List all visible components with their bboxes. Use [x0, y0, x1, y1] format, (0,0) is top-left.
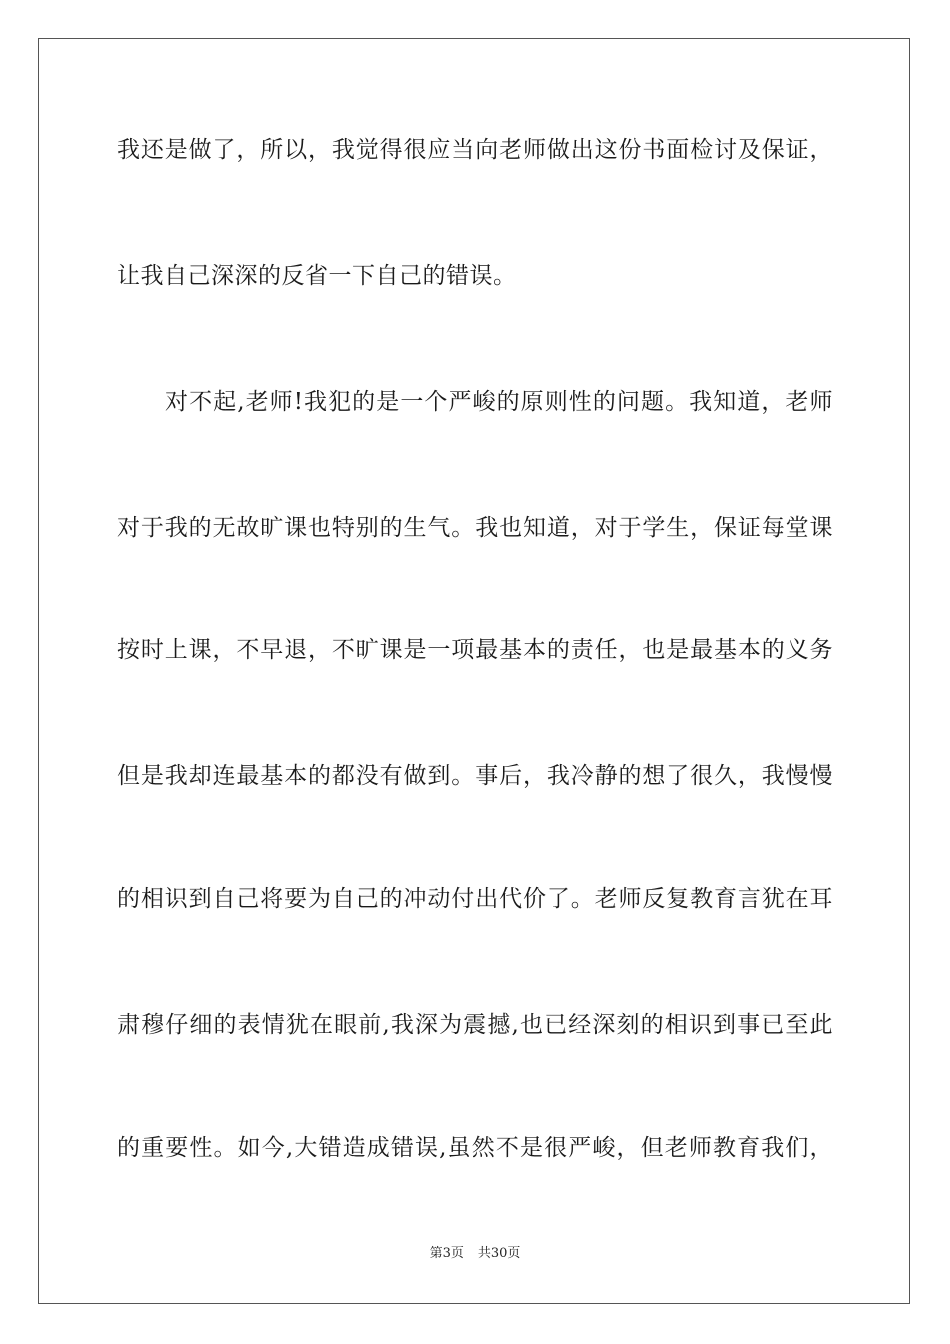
text-line-3: 对不起,老师!我犯的是一个严峻的原则性的问题。我知道，老师 [165, 389, 833, 415]
text-line-5: 按时上课，不早退，不旷课是一项最基本的责任，也是最基本的义务 [117, 637, 833, 663]
text-line-8: 肃穆仔细的表情犹在眼前,我深为震撼,也已经深刻的相识到事已至此 [117, 1012, 833, 1038]
page-border [38, 38, 910, 1304]
text-line-2: 让我自己深深的反省一下自己的错误。 [117, 263, 517, 289]
text-line-1: 我还是做了，所以，我觉得很应当向老师做出这份书面检讨及保证， [117, 137, 833, 163]
text-line-6: 但是我却连最基本的都没有做到。事后，我冷静的想了很久，我慢慢 [117, 763, 833, 789]
text-line-7: 的相识到自己将要为自己的冲动付出代价了。老师反复教育言犹在耳 [117, 886, 833, 912]
page-number: 第3页 [429, 1246, 464, 1261]
text-line-4: 对于我的无故旷课也特别的生气。我也知道，对于学生，保证每堂课 [117, 515, 833, 541]
text-line-9: 的重要性。如今,大错造成错误,虽然不是很严峻，但老师教育我们， [117, 1135, 833, 1161]
page-footer [0, 1245, 950, 1263]
page-total: 共30页 [477, 1246, 521, 1261]
